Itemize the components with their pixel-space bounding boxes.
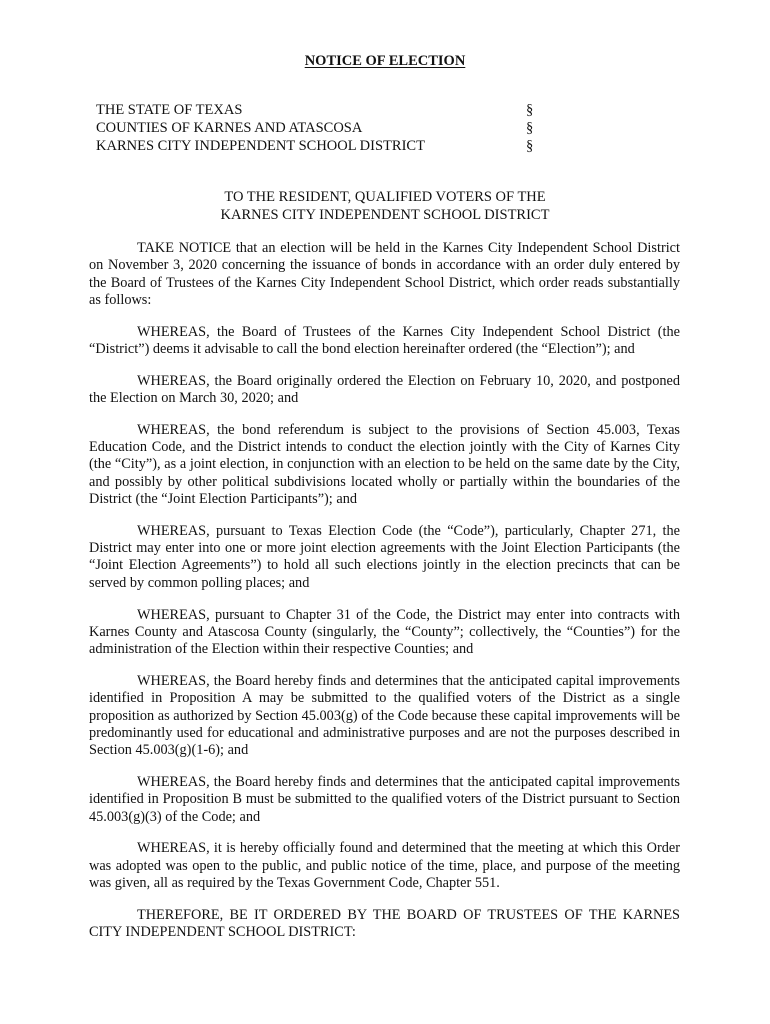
paragraph: WHEREAS, the Board hereby finds and determines that the anticipated capital improvements identified in Proposition A may be submitted to the qualified voters of the District as a single proposition as authorized by Section 45.003(g) of the Code because these capital improvements will be predominantly used for educational and administrative purposes and are not the purposes described in Section 45.003(g)(1-6); and [89, 672, 680, 759]
paragraph: WHEREAS, the bond referendum is subject to the provisions of Section 45.003, Texas Education Code, and the District intends to conduct the election jointly with the City of Karnes City (the “City”), as a joint election, in conjunction with an election to be held on the same date by the City, and possibly by other political subdivisions located wholly or partially within the boundaries of the District (the “Joint Election Participants”); and [89, 421, 680, 508]
caption-text: COUNTIES OF KARNES AND ATASCOSA [96, 120, 363, 136]
address-line: TO THE RESIDENT, QUALIFIED VOTERS OF THE [224, 189, 546, 205]
paragraph: WHEREAS, the Board hereby finds and determines that the anticipated capital improvements identified in Proposition B must be submitted to the qualified voters of the District pursuant to Section 45.003(g)(3) of the Code; and [89, 773, 680, 825]
caption-row [96, 101, 536, 119]
paragraph: WHEREAS, it is hereby officially found and determined that the meeting at which this Order was adopted was open to the public, and public notice of the time, place, and purpose of the meeting was given, all as required by the Texas Government Code, Chapter 551. [89, 840, 680, 891]
caption-text: THE STATE OF TEXAS [96, 102, 243, 118]
address-line: KARNES CITY INDEPENDENT SCHOOL DISTRICT [220, 207, 550, 223]
paragraph: TAKE NOTICE that an election will be held in the Karnes City Independent School District on November 3, 2020 concerning the issuance of bonds in accordance with an order duly entered by the Board of Trustees of the Karnes City Independent School District, which order reads substantially as follows: [89, 240, 680, 308]
paragraph: WHEREAS, the Board originally ordered the Election on February 10, 2020, and postponed the Election on March 30, 2020; and [89, 372, 680, 407]
paragraph: THEREFORE, BE IT ORDERED BY THE BOARD OF TRUSTEES OF THE KARNES CITY INDEPENDENT SCHOOL DISTRICT: [89, 906, 680, 940]
case-caption [96, 101, 536, 155]
paragraph: WHEREAS, the Board of Trustees of the Karnes City Independent School District (the “District”) deems it advisable to call the bond election hereinafter ordered (the “Election”); and [89, 323, 680, 357]
document-body [89, 240, 680, 956]
document-title: NOTICE OF ELECTION [304, 53, 466, 69]
paragraph: WHEREAS, pursuant to Chapter 31 of the Code, the District may enter into contracts with Karnes County and Atascosa County (singularly, the “County”; collectively, the “Counties”) for the administration of the Election within their respective Counties; and [89, 606, 680, 658]
caption-text: KARNES CITY INDEPENDENT SCHOOL DISTRICT [96, 138, 425, 154]
caption-row [96, 119, 536, 137]
paragraph: WHEREAS, pursuant to Texas Election Code (the “Code”), particularly, Chapter 271, the District may enter into one or more joint election agreements with the Joint Election Participants (the “Joint Election Agreements”) to hold all such elections jointly in the election precincts that can be served by common polling places; and [89, 522, 680, 591]
section-mark: § [526, 120, 534, 136]
caption-row [96, 137, 536, 155]
section-mark: § [526, 102, 534, 118]
address-block [0, 188, 770, 224]
section-mark: § [526, 138, 534, 154]
